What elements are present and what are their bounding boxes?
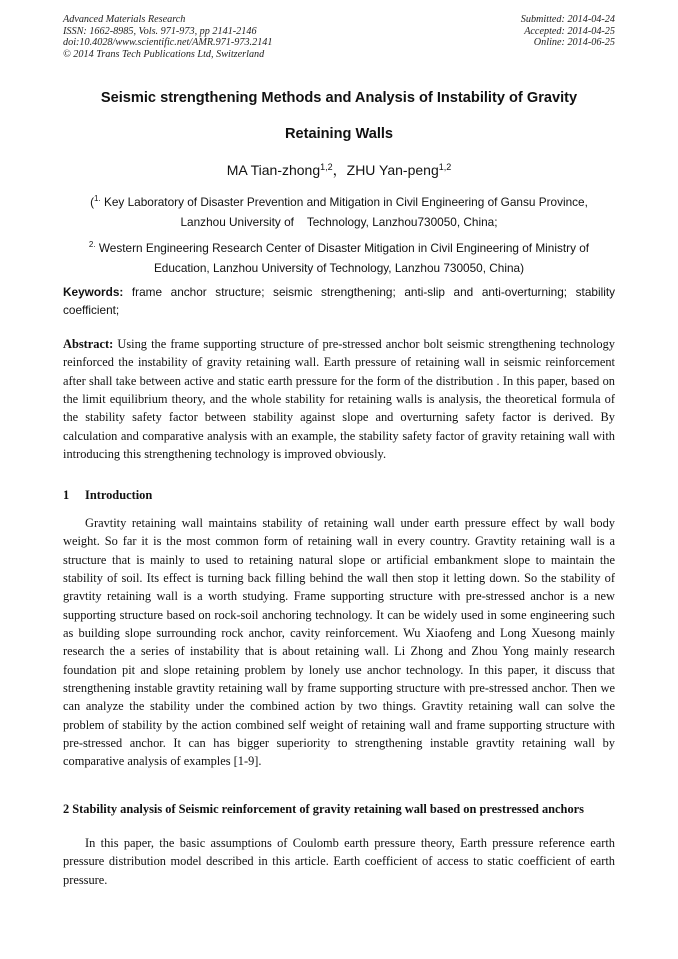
- issn-line: ISSN: 1662-8985, Vols. 971-973, pp 2141-2146: [63, 25, 257, 37]
- section-1-title: Introduction: [85, 488, 153, 502]
- keywords: [63, 284, 615, 319]
- author-1-name: MA Tian-zhong: [226, 162, 321, 178]
- affiliation-2-marker: 2.: [88, 240, 96, 249]
- affiliation-2-line-2: Education, Lanzhou University of Technology, Lanzhou 730050, China): [153, 261, 525, 275]
- date-info: [521, 14, 615, 49]
- abstract: [63, 335, 615, 463]
- paper-title-line-1: Seismic strengthening Methods and Analysis of Instability of Gravity: [100, 90, 578, 106]
- author-2-name: ZHU Yan-peng: [346, 162, 439, 178]
- affiliation-2-text-1: Western Engineering Research Center of Disaster Mitigation in Civil Engineering of Ministry of: [95, 241, 590, 255]
- affiliation-open-paren: (: [90, 195, 95, 209]
- doi-line: doi:10.4028/www.scientific.net/AMR.971-973.2141: [63, 37, 273, 49]
- online-date: Online: 2014-06-25: [533, 37, 615, 49]
- copyright-line: © 2014 Trans Tech Publications Ltd, Switzerland: [63, 48, 265, 60]
- section-1-number: 1: [63, 488, 70, 502]
- keywords-label: Keywords:: [63, 285, 124, 299]
- author-1-affiliation-marker: 1,2: [320, 162, 333, 172]
- affiliation-1-text-1: Key Laboratory of Disaster Prevention and Mitigation in Civil Engineering of Gansu Province,: [100, 195, 588, 209]
- section-1-heading: [63, 488, 615, 503]
- introduction-paragraph: Gravtity retaining wall maintains stability of retaining wall under earth pressure effect by wall body weight. So far it is the most common form of retaining wall in every country. Gravtity retaining wall is a structure that is mainly to used to retaining natural slope or artificial embankment slope to maintain the stability of soil. Its effect is turning back filling behind the wall then stop it letting down. So the stability of gravtity retaining wall is a worth studying. Frame supporting structure with pre-stressed anchor is a new supporting structure based on rock-soil anchoring technology. It can be widely used in some engineering such as building slope surrounding rock anchor, cavity reinforcement. Wu Xiaofeng and Long Xuesong mainly research the a series of instability that is about retaining wall. Li Zhong and Zhou Yong mainly research foundation pit and slope retaining problem by lonely use anchor technology. In this paper, it discuss that strengthening instable gravtity retaining wall by frame supporting structure with pre-stressed anchor. Then we can analyze the stability under the combined action by two things. Gravtity retaining wall can solve the problem of stability by the action combined self weight of retaining wall and frame supporting structure with pre-stressed anchor. It can has bigger superiority to strengthening instable gravtity retaining wall by comparative analysis of examples [1-9].: [63, 516, 615, 769]
- affiliation-1-marker: 1.: [94, 194, 101, 203]
- affiliation-1-line-2: Lanzhou University of Technology, Lanzhou730050, China;: [180, 215, 498, 229]
- section-2-paragraph: In this paper, the basic assumptions of Coulomb earth pressure theory, Earth pressure reference earth pressure distribution model described in this article. Earth coefficient of access to static coefficient of earth pressure.: [63, 836, 615, 887]
- author-list: [40, 160, 638, 180]
- journal-info: [63, 14, 272, 60]
- keywords-text: frame anchor structure; seismic strengthening; anti-slip and anti-overturning; stability coefficient;: [63, 285, 615, 317]
- accepted-date: Accepted: 2014-04-25: [524, 25, 615, 37]
- paper-title-line-2: Retaining Walls: [284, 126, 394, 142]
- affiliation-1: [63, 192, 615, 232]
- author-2-affiliation-marker: 1,2: [438, 162, 452, 172]
- author-separator: ，: [332, 162, 347, 178]
- affiliation-2: [63, 238, 615, 278]
- abstract-label: Abstract:: [63, 337, 114, 351]
- submitted-date: Submitted: 2014-04-24: [520, 14, 615, 25]
- abstract-text: Using the frame supporting structure of pre-stressed anchor bolt seismic strengthening technology reinforced the instability of gravity retaining wall. Earth pressure of retaining wall in seismic reinforcement after shall take between active and static earth pressure for the form of the distribution . In this paper, based on the limit equilibrium theory, and the whole stability for retaining walls is analysis, the theoretical formula of the stability safety factor between stability against slope and overturning safety factor is derived. By calculation and comparative analysis with an example, the stability safety factor of gravity retaining wall with introducing this strengthening technology is improved obviously.: [63, 337, 615, 462]
- affiliation-1-line-1: [63, 192, 615, 212]
- section-2-heading: 2 Stability analysis of Seismic reinforcement of gravity retaining wall based on prestressed anchors: [63, 802, 584, 816]
- affiliation-2-line-1: [63, 238, 615, 258]
- journal-name: Advanced Materials Research: [63, 14, 186, 25]
